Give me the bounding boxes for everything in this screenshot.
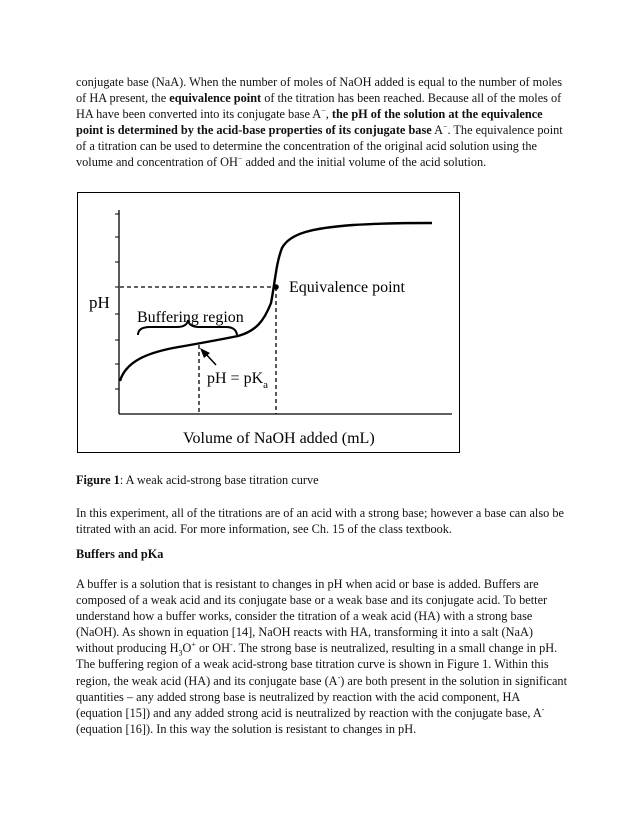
y-axis-label: pH <box>89 293 110 312</box>
buffering-region-label: Buffering region <box>137 309 244 326</box>
text-run: ) are both present in the solution in significant quantities – any added strong base is neutralized by reaction with the acid component, HA (equation [15]) and any added strong acid is neutralized by reaction with the conjugate base, A <box>76 673 567 720</box>
text-run: of the titration has been reached. Because all of the moles of HA have been converted into its conjugate base A <box>76 91 562 122</box>
text-run: (equation [16]). In this way the solution is resistant to changes in pH. <box>76 721 417 736</box>
superscript: − <box>237 154 243 164</box>
superscript: − <box>442 122 448 132</box>
superscript: − <box>321 106 326 116</box>
pka-label <box>207 370 268 391</box>
section-heading: Buffers and pKa <box>76 547 164 561</box>
superscript: - <box>230 640 233 650</box>
caption-label: Figure 1 <box>76 473 120 487</box>
superscript: + <box>191 640 196 650</box>
x-axis-label: Volume of NaOH added (mL) <box>183 430 375 447</box>
text-run: . The strong base is neutralized, resulting in a small change in pH. The buffering region of a weak acid-strong base titration curve is shown in Figure 1. Within this region, the weak acid (HA) and its conjugate base (A <box>76 641 558 688</box>
caption-text: : A weak acid-strong base titration curve <box>119 473 319 487</box>
superscript: - <box>541 704 545 714</box>
buffer-paragraph <box>76 576 568 737</box>
superscript: - <box>337 672 341 682</box>
titration-note-paragraph: In this experiment, all of the titrations are of an acid with a strong base; however a base can also be titrated with an acid. For more information, see Ch. 15 of the class textbook. <box>76 506 564 537</box>
titration-curve-graph <box>78 193 461 454</box>
text-run: , <box>325 107 332 122</box>
text-run: O <box>182 641 192 656</box>
equivalence-point-label: Equivalence point <box>289 279 405 296</box>
bold-term: equivalence point <box>169 91 262 106</box>
text-run: conjugate base (NaA). When the number of moles of NaOH added is equal to the number of moles of HA present, the <box>76 75 563 106</box>
pka-label-subscript: a <box>263 379 269 391</box>
equivalence-point-marker <box>273 284 279 290</box>
bold-statement: the pH of the solution at the equivalence point is determined by the acid-base properties of its conjugate base <box>76 107 543 138</box>
subscript: 3 <box>178 648 183 658</box>
titration-figure <box>77 192 460 453</box>
text-run: added and the initial volume of the acid solution. <box>242 155 487 170</box>
text-run: . The equivalence point of a titration can be used to determine the concentration of the original acid solution using the volume and concentration of OH <box>76 123 563 170</box>
pka-label-main: pH = pK <box>207 370 264 387</box>
intro-paragraph <box>76 74 568 171</box>
text-run: A <box>431 123 443 138</box>
text-run: or OH <box>195 641 231 656</box>
figure-caption <box>76 472 568 488</box>
text-run: A buffer is a solution that is resistant to changes in pH when acid or base is added. Buffers are composed of a weak acid and its conjugate base or a weak base and its conjugate acid. To better understand how a buffer works, consider the titration of a weak acid (HA) with a strong base (NaOH). As shown in equation [14], NaOH reacts with HA, transforming it into a salt (NaA) without producing H <box>76 577 548 656</box>
